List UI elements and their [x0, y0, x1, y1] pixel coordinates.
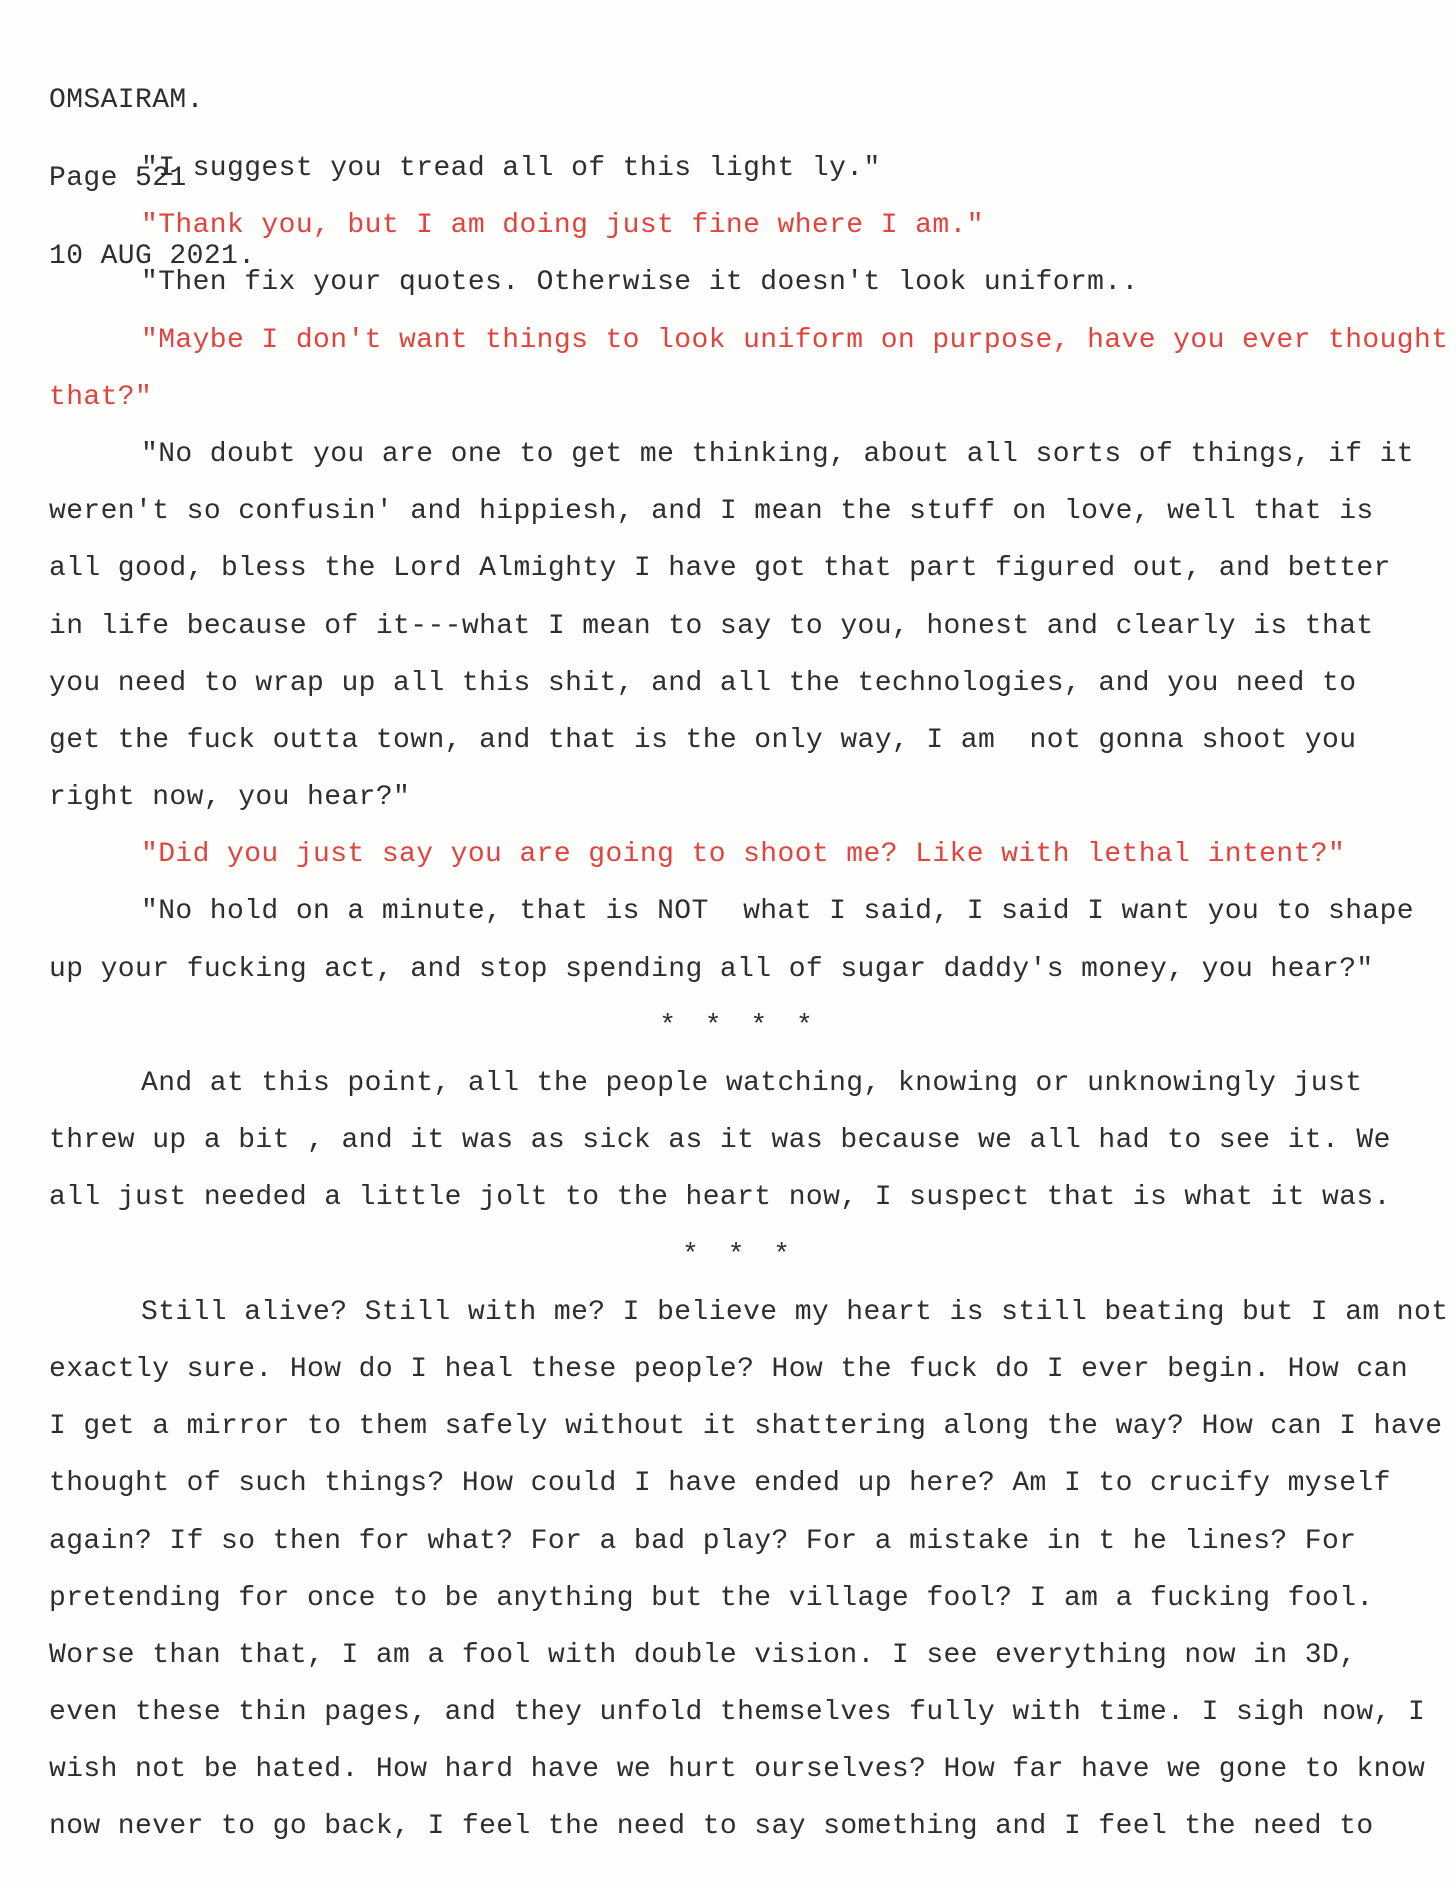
- text-line: "Thank you, but I am doing just fine where I am.": [141, 210, 984, 242]
- text-line: And at this point, all the people watching, knowing or unknowingly just: [141, 1068, 1363, 1099]
- page-number: Page 521: [49, 163, 187, 194]
- text-line: right now, you hear?": [49, 782, 411, 814]
- text-line: "Then fix your quotes. Otherwise it doesn't look uniform..: [141, 267, 1139, 299]
- text-line: you need to wrap up all this shit, and all the technologies, and you need to: [49, 667, 1357, 699]
- text-line: again? If so then for what? For a bad play? For a mistake in t he lines? For: [49, 1525, 1357, 1557]
- text-line: "I suggest you tread all of this light ly.": [141, 153, 881, 184]
- text-line: wish not be hated. How hard have we hurt ourselves? How far have we gone to know: [49, 1754, 1426, 1786]
- text-line: "No doubt you are one to get me thinking, about all sorts of things, if it: [141, 438, 1415, 470]
- text-line: even these thin pages, and they unfold themselves fully with time. I sigh now, I: [49, 1697, 1426, 1729]
- text-line: weren't so confusin' and hippiesh, and I mean the stuff on love, well that is: [49, 496, 1374, 528]
- text-line: pretending for once to be anything but the village fool? I am a fucking fool.: [49, 1582, 1374, 1614]
- text-line: in life because of it---what I mean to say to you, honest and clearly is that: [49, 610, 1374, 642]
- header-greeting: OMSAIRAM.: [49, 85, 204, 116]
- text-line: "Maybe I don't want things to look uniform on purpose, have you ever thought: [141, 324, 1449, 356]
- text-line: up your fucking act, and stop spending all of sugar daddy's money, you hear?": [49, 953, 1374, 985]
- text-line: "Did you just say you are going to shoot me? Like with lethal intent?": [141, 839, 1346, 871]
- text-line: "No hold on a minute, that is NOT what I said, I said I want you to shape: [141, 896, 1415, 928]
- text-line: Worse than that, I am a fool with double vision. I see everything now in 3D,: [49, 1639, 1357, 1671]
- section-break: * * * *: [659, 1010, 819, 1042]
- text-line: exactly sure. How do I heal these people? How the fuck do I ever begin. How can: [49, 1353, 1409, 1385]
- text-line: Still alive? Still with me? I believe my heart is still beating but I am not: [141, 1296, 1449, 1328]
- page-body: [49, 140, 1449, 1856]
- text-line: threw up a bit , and it was as sick as it was because we all had to see it. We: [49, 1125, 1391, 1157]
- text-line: that?": [49, 381, 153, 413]
- page-date: 10 AUG 2021.: [49, 241, 256, 272]
- text-line: all good, bless the Lord Almighty I have got that part figured out, and better: [49, 553, 1391, 585]
- text-line: get the fuck outta town, and that is the only way, I am not gonna shoot you: [49, 724, 1357, 756]
- section-break: * * *: [681, 1239, 796, 1271]
- text-line: I get a mirror to them safely without it shattering along the way? How can I have: [49, 1411, 1443, 1443]
- text-line: now never to go back, I feel the need to say something and I feel the need to: [49, 1811, 1374, 1843]
- text-line: all just needed a little jolt to the heart now, I suspect that is what it was.: [49, 1182, 1391, 1214]
- text-line: thought of such things? How could I have ended up here? Am I to crucify myself: [49, 1468, 1391, 1500]
